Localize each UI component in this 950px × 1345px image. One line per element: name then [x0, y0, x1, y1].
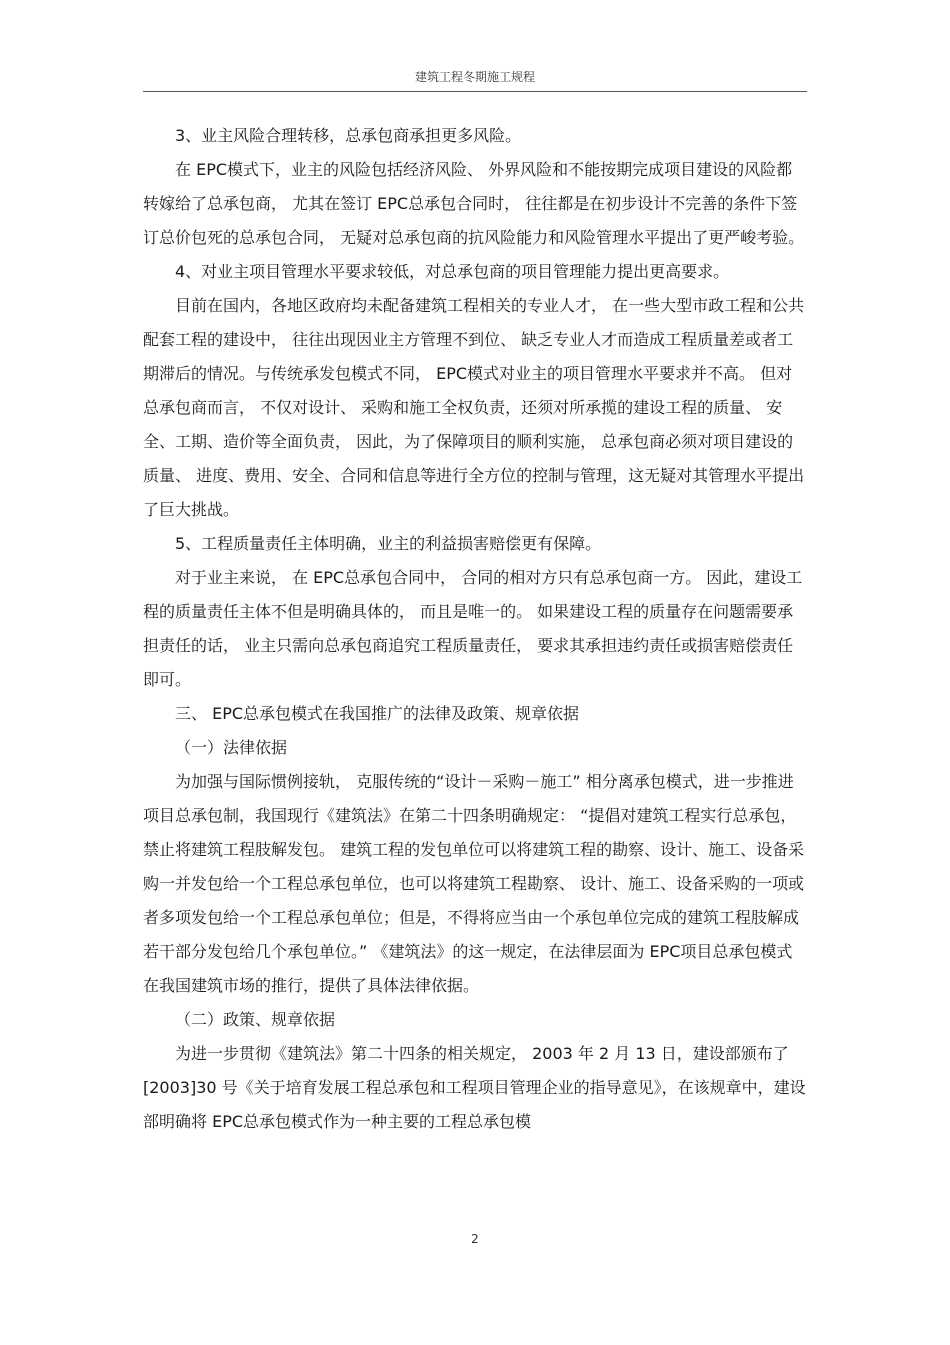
page-number: 2 [471, 1232, 479, 1246]
paragraph-policy-basis: 为进一步贯彻《建筑法》第二十四条的相关规定， 2003 年 2 月 13 日，建设部颁布了 [2003]30 号《关于培育发展工程总承包和工程项目管理企业的指导意见》，在该规章中，建设部明确将 EPC总承包模式作为一种主要的工程总承包模 [143, 1044, 806, 1131]
paragraph-point-4: 目前在国内，各地区政府均未配备建筑工程相关的专业人才， 在一些大型市政工程和公共配套工程的建设中， 往往出现因业主方管理不到位、 缺乏专业人才而造成工程质量差或者工期滞后的情况。与传统承发包模式不同， EPC模式对业主的项目管理水平要求并不高。 但对总承包商而言， 不仅对设计、 采购和施工全权负责，还须对所承揽的建设工程的质量、 安全、工期、造价等全面负责， 因此，为了保障项目的顺利实施， 总承包商必须对项目建设的质量、 进度、费用、安全、合同和信息等进行全方位的控制与管理，这无疑对其管理水平提出了巨大挑战。 [143, 296, 805, 519]
paragraph-point-5: 对于业主来说， 在 EPC总承包合同中， 合同的相对方只有总承包商一方。 因此，建设工程的质量责任主体不但是明确具体的， 而且是唯一的。 如果建设工程的质量存在问题需要承担责任的话， 业主只需向总承包商追究工程质量责任， 要求其承担违约责任或损害赔偿责任即可。 [143, 568, 803, 689]
running-header: 建筑工程冬期施工规程 [414, 70, 535, 84]
heading-point-4: 4、对业主项目管理水平要求较低，对总承包商的项目管理能力提出更高要求。 [175, 262, 730, 281]
paragraph-point-3: 在 EPC模式下，业主的风险包括经济风险、 外界风险和不能按期完成项目建设的风险都转嫁给了总承包商， 尤其在签订 EPC总承包合同时， 往往都是在初步设计不完善的条件下签订总价包死的总承包合同， 无疑对总承包商的抗风险能力和风险管理水平提出了更严峻考验。 [143, 160, 805, 247]
subsection-heading-policy: （二）政策、规章依据 [175, 1010, 336, 1029]
section-heading-3: 三、 EPC总承包模式在我国推广的法律及政策、规章依据 [175, 704, 580, 723]
heading-point-5: 5、工程质量责任主体明确，业主的利益损害赔偿更有保障。 [175, 534, 602, 553]
subsection-heading-legal: （一）法律依据 [175, 738, 288, 757]
paragraph-legal-basis: 为加强与国际惯例接轨， 克服传统的“设计－采购－施工” 相分离承包模式，进一步推进项目总承包制，我国现行《建筑法》在第二十四条明确规定： “提倡对建筑工程实行总承包， 禁止将建筑工程肢解发包。 建筑工程的发包单位可以将建筑工程的勘察、设计、施工、设备采购一并发包给一个工程总承包单位，也可以将建筑工程勘察、 设计、施工、设备采购的一项或者多项发包给一个工程总承包单位；但是，不得将应当由一个承包单位完成的建筑工程肢解成若干部分发包给几个承包单位。” 《建筑法》的这一规定，在法律层面为 EPC项目总承包模式在我国建筑市场的推行，提供了具体法律依据。 [143, 772, 805, 995]
document-body [143, 119, 807, 1139]
heading-point-3: 3、业主风险合理转移，总承包商承担更多风险。 [175, 126, 522, 145]
header-rule [143, 91, 807, 92]
